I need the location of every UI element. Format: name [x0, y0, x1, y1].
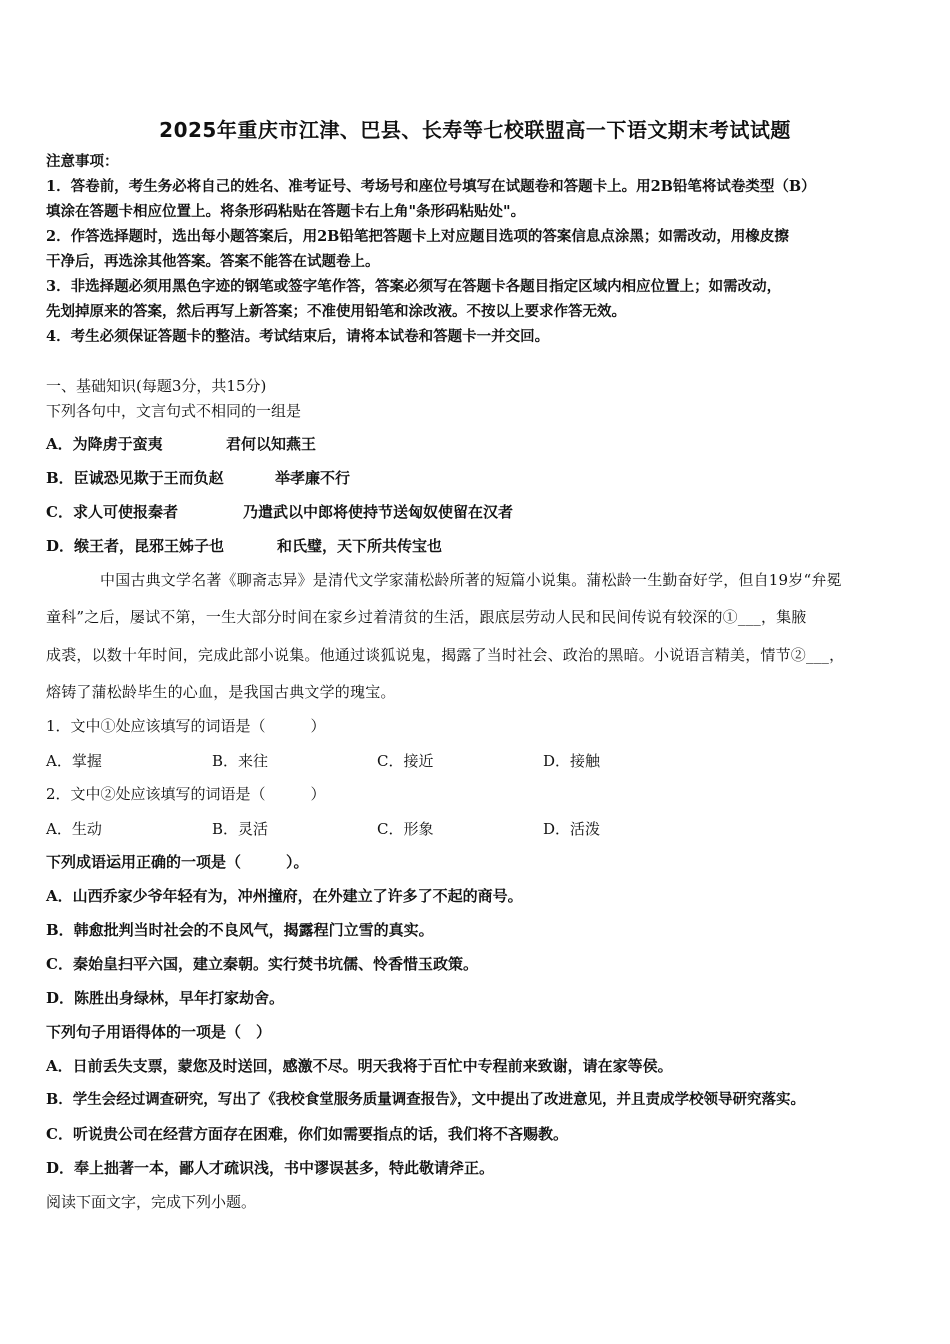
section-heading: 一、基础知识(每题3分，共15分) [46, 377, 267, 395]
option-a: A．为降虏于蛮夷 [46, 435, 163, 453]
notice-line: 干净后，再选涂其他答案。答案不能答在试题卷上。 [46, 253, 380, 270]
q3-option-a: A．山西乔家少爷年轻有为，冲州撞府，在外建立了许多了不起的商号。 [46, 887, 523, 905]
notice-line: 1．答卷前，考生务必将自己的姓名、准考证号、考场号和座位号填写在试题卷和答题卡上。用2B铅笔将试卷类型（B） [46, 178, 816, 195]
q3-option-d: D．陈胜出身绿林，早年打家劫舍。 [46, 989, 285, 1007]
sub2-option-b: B．灵活 [212, 820, 269, 838]
question-stem: 下列各句中，文言句式不相同的一组是 [46, 402, 302, 420]
sub1-option-a: A．掌握 [46, 752, 102, 770]
q4-option-c: C．听说贵公司在经营方面存在困难，你们如需要指点的话，我们将不吝赐教。 [46, 1125, 568, 1143]
sub1-option-d: D．接触 [543, 752, 601, 770]
sub-question-1: 1．文中①处应该填写的词语是（ ） [46, 717, 326, 735]
passage-line: 成裘，以数十年时间，完成此部小说集。他通过谈狐说鬼，揭露了当时社会、政治的黑暗。小说语言精美，情节②___， [46, 646, 845, 664]
notice-line: 3．非选择题必须用黑色字迹的钢笔或签字笔作答，答案必须写在答题卡各题目指定区域内相应位置上；如需改动， [46, 278, 782, 295]
page-title: 2025年重庆市江津、巴县、长寿等七校联盟高一下语文期末考试试题 [159, 118, 791, 142]
sub2-option-d: D．活泼 [543, 820, 601, 838]
sub2-option-c: C．形象 [377, 820, 434, 838]
notice-line: 填涂在答题卡相应位置上。将条形码粘贴在答题卡右上角"条形码粘贴处"。 [46, 203, 526, 220]
option-d: D．缑王者，昆邪王姊子也 [46, 537, 225, 555]
q4-option-a: A．日前丢失支票，蒙您及时送回，感激不尽。明天我将于百忙中专程前来致谢，请在家等侯。 [46, 1057, 673, 1075]
option-c: C．求人可使报秦者 [46, 503, 178, 521]
option-a-pair: 君何以知燕王 [226, 435, 317, 453]
question-stem: 下列成语运用正确的一项是（ ）。 [46, 853, 309, 871]
q3-option-c: C．秦始皇扫平六国，建立秦朝。实行焚书坑儒、怜香惜玉政策。 [46, 955, 478, 973]
option-d-pair: 和氏璧，天下所共传宝也 [277, 537, 443, 555]
sub1-option-b: B．来往 [212, 752, 269, 770]
passage-line: 中国古典文学名著《聊斋志异》是清代文学家蒲松龄所著的短篇小说集。蒲松龄一生勤奋好学，但自19岁“弁冕 [100, 571, 842, 589]
option-c-pair: 乃遣武以中郎将使持节送匈奴使留在汉者 [243, 503, 514, 521]
sub-question-2: 2．文中②处应该填写的词语是（ ） [46, 785, 326, 803]
option-b: B．臣诚恐见欺于王而负赵 [46, 469, 224, 487]
q3-option-b: B．韩愈批判当时社会的不良风气，揭露程门立雪的真实。 [46, 921, 434, 939]
reading-intro: 阅读下面文字，完成下列小题。 [46, 1193, 257, 1211]
option-b-pair: 举孝廉不行 [275, 469, 351, 487]
sub2-option-a: A．生动 [46, 820, 102, 838]
passage-line: 熔铸了蒲松龄毕生的心血，是我国古典文学的瑰宝。 [46, 683, 396, 701]
question-stem: 下列句子用语得体的一项是（ ） [46, 1023, 272, 1041]
q4-option-b: B．学生会经过调查研究，写出了《我校食堂服务质量调查报告》，文中提出了改进意见，并且责成学校领导研究落实。 [46, 1091, 806, 1108]
notice-line: 2．作答选择题时，选出每小题答案后，用2B铅笔把答题卡上对应题目选项的答案信息点涂黑；如需改动，用橡皮擦 [46, 228, 789, 245]
notice-line: 先划掉原来的答案，然后再写上新答案；不准使用铅笔和涂改液。不按以上要求作答无效。 [46, 303, 626, 320]
passage-line: 童科”之后，屡试不第，一生大部分时间在家乡过着清贫的生活，跟底层劳动人民和民间传说有较深的①___，集腋 [46, 608, 807, 626]
notice-line: 4．考生必须保证答题卡的整洁。考试结束后，请将本试卷和答题卡一并交回。 [46, 328, 550, 345]
q4-option-d: D．奉上拙著一本，鄙人才疏识浅，书中谬误甚多，特此敬请斧正。 [46, 1159, 495, 1177]
sub1-option-c: C．接近 [377, 752, 434, 770]
notice-heading: 注意事项： [46, 153, 119, 170]
